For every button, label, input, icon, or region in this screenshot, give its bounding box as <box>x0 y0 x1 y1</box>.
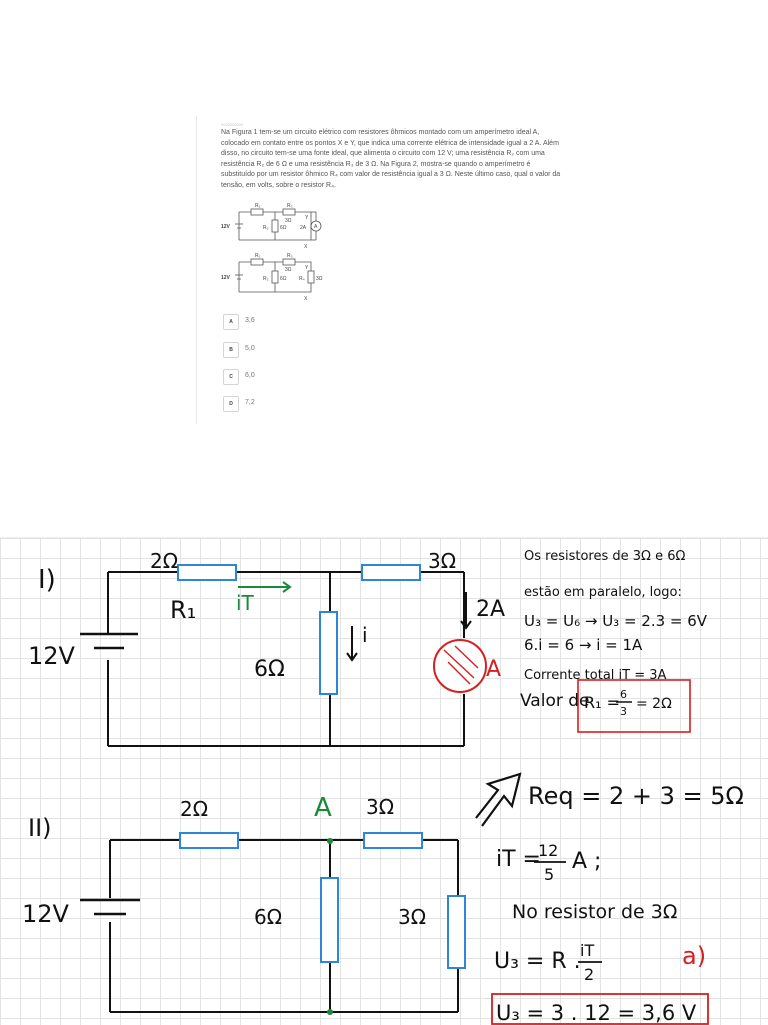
option-a-letter[interactable]: A <box>223 314 239 330</box>
c2-source: 12V <box>22 900 69 928</box>
c1-ammeter-label: A <box>486 657 502 682</box>
fig1-x: X <box>304 244 308 250</box>
fig1-y: Y <box>305 215 309 221</box>
c2-r1-value: 2Ω <box>180 797 209 821</box>
req-equation: Req = 2 + 3 = 5Ω <box>528 782 744 810</box>
c2-resistor-r4 <box>448 896 465 968</box>
fig1-current: 2A <box>300 225 307 231</box>
c1-r2-value: 6Ω <box>254 657 285 682</box>
r1-formula-den: 3 <box>620 705 627 718</box>
fig2-x: X <box>304 296 308 302</box>
c1-resistor-r1 <box>178 565 236 580</box>
fig2-r3: R₃ <box>287 253 293 259</box>
c1-r3-value: 3Ω <box>428 549 457 573</box>
fig2-r1: R₁ <box>255 253 261 259</box>
c1-r1-value: 2Ω <box>150 549 179 573</box>
c2-r2-value: 6Ω <box>254 905 283 929</box>
u3-num: iT <box>580 941 595 960</box>
fig2-r2: R₂ <box>263 276 269 282</box>
circuit-2-resistors <box>180 833 465 968</box>
fig1-r3: R₃ <box>287 203 293 209</box>
c1-ammeter-icon <box>434 640 486 692</box>
c1-roman: I) <box>38 565 56 595</box>
c1-i-arrow-icon <box>347 626 357 660</box>
c2-resistor-r1 <box>180 833 238 848</box>
c1-source: 12V <box>28 642 75 670</box>
r1-value-text: Valor de <box>520 691 590 711</box>
question-text: Na Figura 1 tem-se um circuito elétrico com resistores ôhmicos montado com um amperímetro ideal A, colocado em contato entre os pontos X e Y, que indica uma corrente elétrica de intensidade igual a 2 A. Além disso, no circuito tem-se uma fonte ideal, que alimenta o circuito com 12 V; uma resistência R₂ com uma resistência R₂ de 6 Ω e uma resistência R₃ de 3 Ω. Na Figura 2, mostra-se quando o amperímetro é substituído por um resistor ôhmico R₄ com valor de resistência igual a 3 Ω. Neste último caso, qual o valor da tensão, em volts, sobre o resistor R₄. <box>221 129 561 189</box>
question-card <box>196 116 569 424</box>
c1-current: 2A <box>476 597 506 622</box>
fig2-r4: R₄ <box>299 276 305 282</box>
figure-1 <box>235 209 321 240</box>
fig1-source: 12V <box>221 224 230 230</box>
u3-den: 2 <box>584 965 595 984</box>
circuit-figures <box>219 200 339 310</box>
option-c-letter[interactable]: C <box>223 369 239 385</box>
it-unit: A ; <box>572 849 602 874</box>
c1-i-label: i <box>362 623 368 647</box>
c2-r4-value: 3Ω <box>398 905 427 929</box>
fig1-r2-value: 6Ω <box>280 225 287 231</box>
c2-node-a-dot <box>327 838 333 844</box>
option-d-value[interactable]: 7,2 <box>245 399 255 406</box>
fig2-y: Y <box>305 265 309 271</box>
c1-resistor-r3 <box>362 565 420 580</box>
question-tag: 0000000000 <box>221 122 244 127</box>
no-resistor-text: No resistor de 3Ω <box>512 901 678 923</box>
c1-resistor-r2 <box>320 612 337 694</box>
option-a-value[interactable]: 3,6 <box>245 317 255 324</box>
circuit-1-resistors <box>178 565 420 694</box>
fig1-r2: R₂ <box>263 225 269 231</box>
c1-2a-arrow-icon <box>461 592 471 628</box>
explanation-line-4: 6.i = 6 → i = 1A <box>524 636 643 654</box>
u3-lhs: U₃ = R . <box>494 949 581 974</box>
c2-node-label: A <box>314 793 332 823</box>
c1-r1-label: R₁ <box>170 596 197 624</box>
fig2-r4-value: 3Ω <box>316 276 323 282</box>
explanation-line-1: Os resistores de 3Ω e 6Ω <box>524 549 686 564</box>
option-c-value[interactable]: 6,0 <box>245 372 255 379</box>
answer-letter: a) <box>682 942 707 970</box>
explanation-line-3: U₃ = U₆ → U₃ = 2.3 = 6V <box>524 612 708 630</box>
fig1-r3-value: 3Ω <box>285 218 292 224</box>
c2-node-b-dot <box>327 1009 333 1015</box>
fig2-r3-value: 3Ω <box>285 267 292 273</box>
option-b-value[interactable]: 5,0 <box>245 345 255 352</box>
c2-roman: II) <box>28 814 52 842</box>
explanation-line-5: Corrente total iT = 3A <box>524 668 667 683</box>
fig2-source: 12V <box>221 275 230 281</box>
r1-formula-num: 6 <box>620 688 627 701</box>
c2-resistor-r2 <box>321 878 338 962</box>
option-b-letter[interactable]: B <box>223 342 239 358</box>
c2-resistor-r3 <box>364 833 422 848</box>
fig2-r2-value: 6Ω <box>280 276 287 282</box>
explanation-line-2: estão em paralelo, logo: <box>524 585 682 600</box>
fig1-ammeter: A <box>314 224 318 230</box>
notes-canvas <box>0 538 768 1025</box>
final-answer: U₃ = 3 . 12 = 3,6 V <box>496 1001 697 1025</box>
c2-r3-value: 3Ω <box>366 795 395 819</box>
it-num: 12 <box>538 841 559 860</box>
r1-formula-lhs: R₁ = <box>584 693 621 712</box>
handwritten-solution <box>0 537 768 1025</box>
req-arrow-icon <box>476 774 520 826</box>
it-den: 5 <box>544 865 555 884</box>
r1-formula-rhs: = 2Ω <box>636 696 672 712</box>
fig1-r1: R₁ <box>255 203 261 209</box>
option-d-letter[interactable]: D <box>223 396 239 412</box>
it-lhs: iT = <box>496 847 541 872</box>
c1-it-label: iT <box>236 591 254 615</box>
